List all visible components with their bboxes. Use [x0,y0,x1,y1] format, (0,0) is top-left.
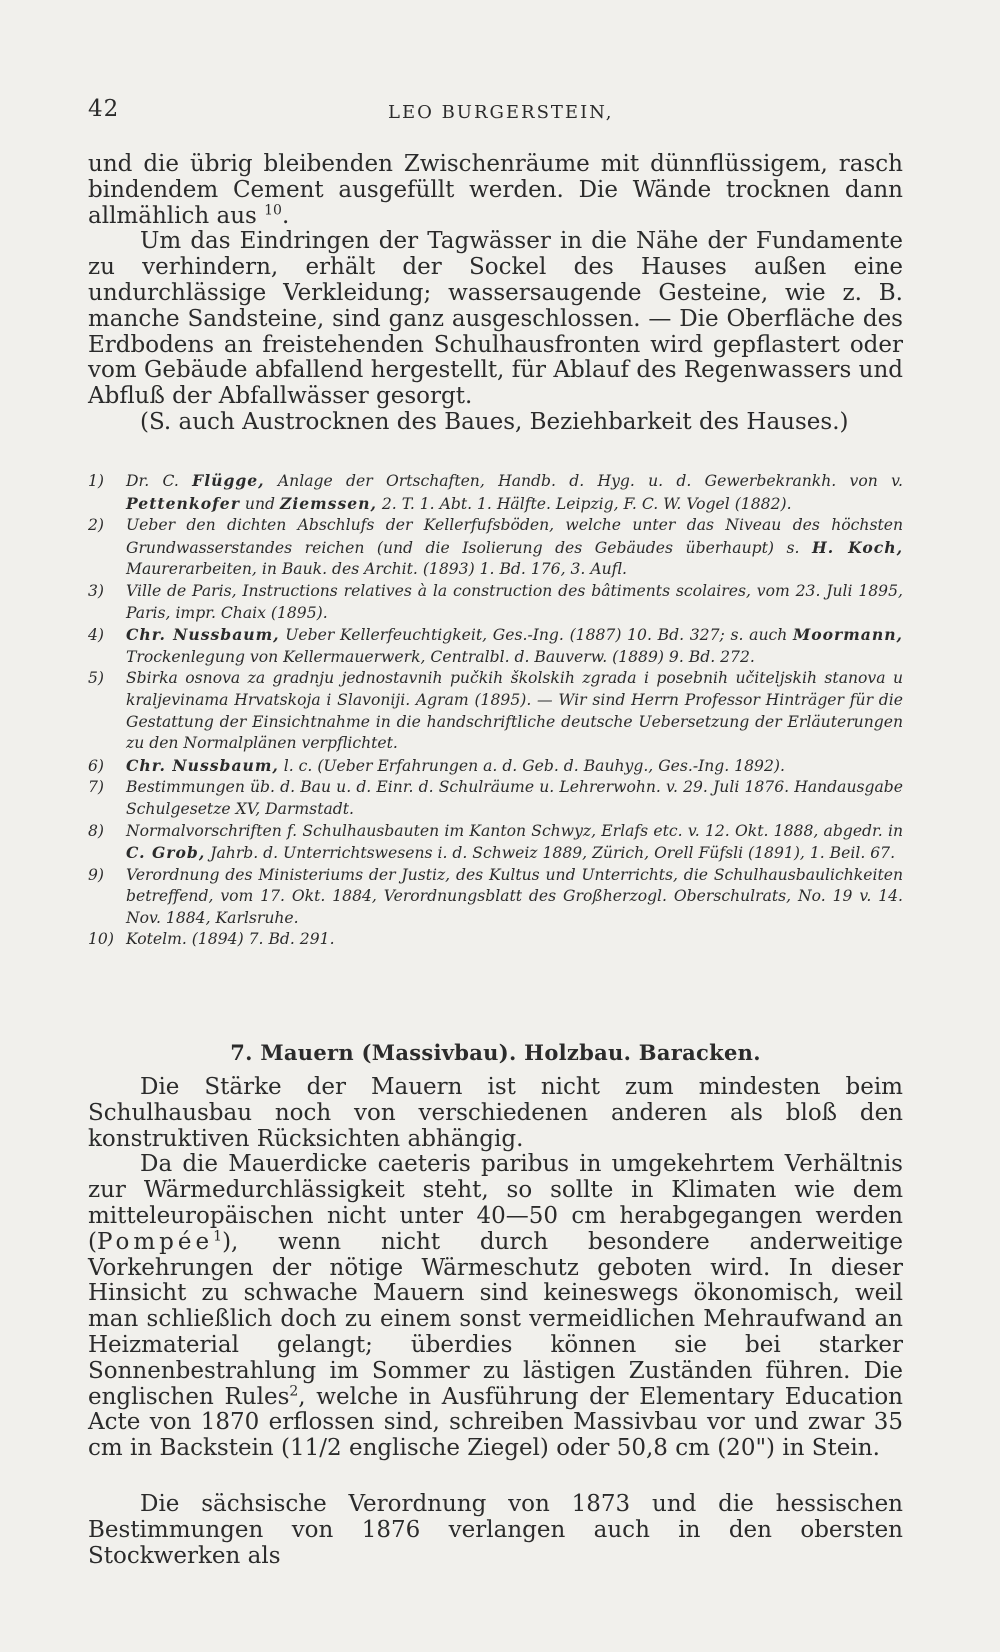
page-number: 42 [88,96,120,122]
footnote-text: Anlage der Ortschaften, Handb. d. Hyg. u. d. Gewerbekrankh. von v. [264,472,903,490]
section-title: 7. Mauern (Massivbau). Holzbau. Baracken. [230,1040,761,1065]
footnote-text: Sbirka osnova za gradnju jednostavnih pučkih školskih zgrada i posebnih učiteljskih stanova u kraljevinama Hrvatskoja i Slavoniji. Agram (1895). — Wir sind Herrn Professor Hinträger für die Gestattung der Einsichtnahme in die handschriftliche deutsche Uebersetzung der Erläuterungen zu den Normalplänen verpflichtet. [126,669,903,753]
footnote-text: l. c. (Ueber Erfahrungen a. d. Geb. d. Bauhyg., Ges.-Ing. 1892). [278,756,785,775]
footnote-ref: 2 [289,1382,299,1399]
top-paragraphs [88,152,903,436]
footnote-text: Kotelm. (1894) 7. Bd. 291. [126,930,335,949]
paragraph: Um das Eindringen der Tagwässer in die Nähe der Fundamente zu verhindern, erhält der Sockel des Hauses außen eine undurchlässige Verkleidung; wassersaugende Gesteine, wie z. B. manche Sandsteine, sind ganz ausgeschlossen. — Die Oberfläche des Erdbodens an freistehenden Schulhausfronten wird gepflastert oder vom Gebäude abfallend hergestellt, für Ablauf des Regenwassers und Abfluß der Abfallwässer gesorgt. [88,228,903,410]
footnote-number: 8) [88,821,105,840]
footnote [88,668,903,754]
footnote [88,755,903,778]
footnote-text: Maurerarbeiten, in Bauk. des Archit. (1893) 1. Bd. 176, 3. Aufl. [126,560,627,579]
footnote-number: 10) [88,930,114,949]
footnote-author: Flügge, [192,471,265,490]
footnote [88,821,903,865]
footnote [88,470,903,515]
footnote-text: Bestimmungen üb. d. Bau u. d. Einr. d. Schulräume u. Lehrerwohn. v. 29. Juli 1876. Handausgabe Schulgesetze XV, Darmstadt. [126,778,903,818]
footnote [88,581,903,624]
footnote-author: H. Koch, [811,537,903,557]
paragraph: Da die Mauerdicke caeteris paribus in umgekehrtem Verhältnis zur Wärmedurchlässigkeit steht, so sollte in Klimaten wie dem mitteleuropäischen nicht unter 40—50 cm herabgegangen werden (Pompée$^1$), wenn nicht durch besondere anderweitige Vorkehrungen der nötige Wärmeschutz geboten wird. In dieser Hinsicht zu schwache Mauern sind keineswegs ökonomisch, weil man schließlich doch zu einem sonst vermeidlichen Mehraufwand an Heizmaterial gelangt; überdies können sie bei starker Sonnenbestrahlung im Sommer zu lästigen Zuständen führen. Die englischen Rules$^2$, welche in Ausführung der Elementary Education Acte von 1870 erflossen sind, schreiben Massivbau vor und zwar 35 cm in Backstein (11/2 englische Ziegel) oder 50,8 cm (20") in Stein. [88,1151,903,1462]
footnote [88,515,903,581]
footnote-text: und [239,494,280,513]
fraction: 1/2 [304,1435,342,1462]
footnote-text: Jahrb. d. Unterrichtswesens i. d. Schweiz 1889, Zürich, Orell Füfsli (1891), 1. Beil. 67. [205,844,896,863]
footnote-number: 5) [88,669,105,688]
footnote-number: 6) [88,756,105,775]
running-head: LEO BURGERSTEIN, [388,102,614,123]
footnote-number: 3) [88,581,105,600]
footnote-number: 7) [88,778,105,797]
footnote-author: C. Grob, [126,843,206,863]
section-paragraphs-continued [88,1492,903,1569]
footnote-text: Ueber Kellerfeuchtigkeit, Ges.-Ing. (1887) 10. Bd. 327; s. auch [279,626,793,645]
footnote-author: Chr. Nussbaum, [126,755,279,775]
footnote-author: Ziemssen, [279,493,377,513]
footnote-text: Dr. C. [126,472,193,490]
paragraph: Die Stärke der Mauern ist nicht zum mindesten beim Schulhausbau noch von verschiedenen anderen als bloß den konstruktiven Rücksichten abhängig. [88,1074,903,1152]
footnote-author: Pettenkofer [126,493,240,513]
footnotes [88,470,903,951]
footnote-text: Verordnung des Ministeriums der Justiz, des Kultus und Unterrichts, die Schulhausbaulichkeiten betreffend, vom 17. Okt. 1884, Verordnungsblatt des Großherzogl. Oberschulrats, No. 19 v. 14. Nov. 1884, Karlsruhe. [126,865,903,927]
footnote-author: Chr. Nussbaum, [126,625,280,645]
footnote [88,624,903,668]
author-name: Pompée [96,1228,214,1255]
paragraph: Die sächsische Verordnung von 1873 und die hessischen Bestimmungen von 1876 verlangen auch in den obersten Stockwerken als [88,1491,903,1569]
footnote [88,865,903,930]
footnote-ref: 1 [213,1228,223,1245]
footnote [88,929,903,951]
footnote-text: 2. T. 1. Abt. 1. Hälfte. Leipzig, F. C. W. Vogel (1882). [376,494,792,513]
footnote-number: 1) [88,472,105,490]
footnote-number: 9) [88,865,105,884]
footnote-text: Ueber den dichten Abschlufs der Kellerfufsböden, welche unter das Niveau des höchsten Grundwasserstandes reichen (und die Isolierung des Gebäudes überhaupt) s. [126,516,903,557]
page-header [88,96,903,126]
footnote-number: 4) [88,626,105,645]
footnote-text: Normalvorschriften f. Schulhausbauten im Kanton Schwyz, Erlafs etc. v. 12. Okt. 1888, abgedr. in [126,821,903,840]
section-paragraphs [88,1075,903,1462]
footnote-author: Moormann, [792,625,903,645]
footnote-text: Ville de Paris, Instructions relatives à la construction des bâtiments scolaires, vom 23. Juli 1895, Paris, impr. Chaix (1895). [126,581,903,622]
footnote [88,777,903,820]
footnote-ref: 10 [264,201,282,218]
paragraph-continued: und die übrig bleibenden Zwischenräume mit dünnflüssigem, rasch bindendem Cement ausgefüllt werden. Die Wände trocknen dann allmählich aus $^{10}$. [88,151,903,229]
footnote-number: 2) [88,516,105,535]
paragraph: (S. auch Austrocknen des Baues, Beziehbarkeit des Hauses.) [140,408,849,435]
footnote-text: Trockenlegung von Kellermauerwerk, Centralbl. d. Bauverw. (1889) 9. Bd. 272. [126,647,755,666]
